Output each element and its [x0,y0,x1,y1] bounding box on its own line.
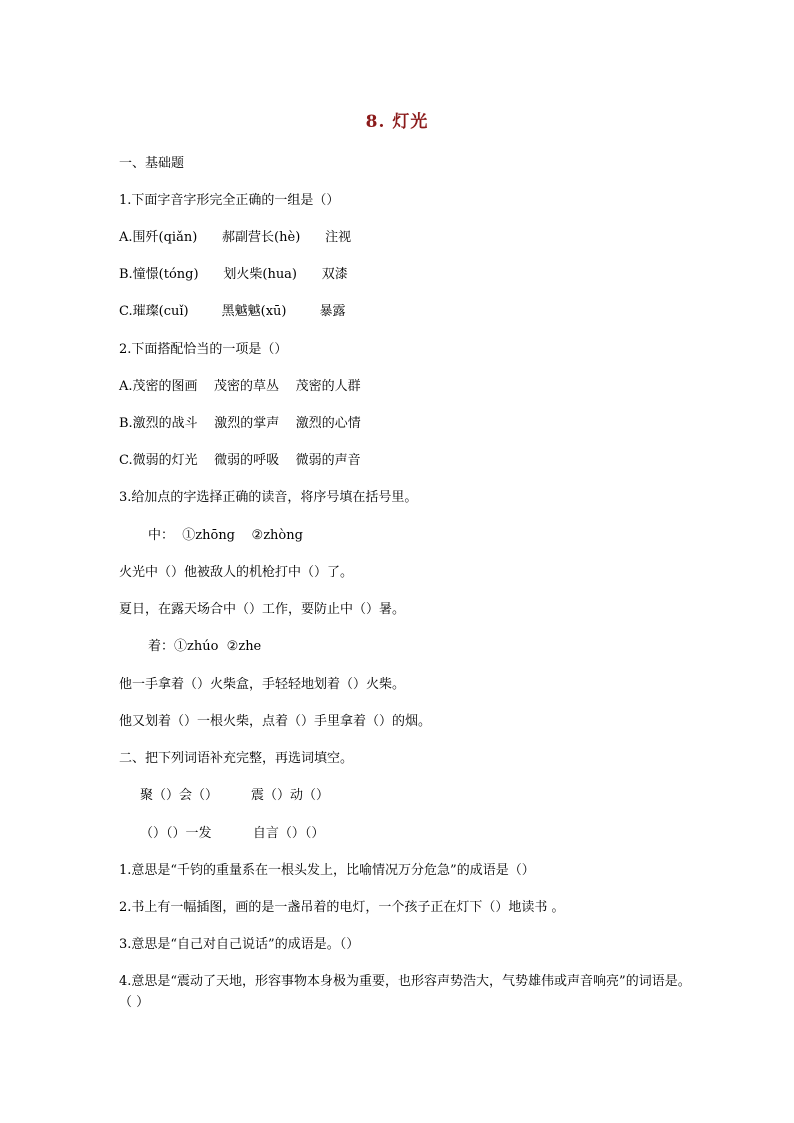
question-2: 2.下面搭配恰当的一项是（） [119,342,288,357]
word-blanks-row-2: （）（）一发 自言（）（） [140,826,325,841]
fill-question-2: 2.书上有一幅插图，画的是一盏吊着的电灯，一个孩子正在灯下（）地读书 。 [119,900,565,915]
question-2-option-b: B.激烈的战斗 激烈的掌声 激烈的心情 [119,416,361,431]
question-1: 1.下面字音字形完全正确的一组是（） [119,193,340,208]
fill-question-3: 3.意思是“自己对自己说话”的成语是。（） [119,937,360,952]
reading-zhong: 中： ①zhōng ②zhòng [148,528,303,543]
fill-question-1: 1.意思是“千钧的重量系在一根头发上，比喻情况万分危急”的成语是（） [119,863,535,878]
question-2-option-a: A.茂密的图画 茂密的草丛 茂密的人群 [119,379,361,394]
section-heading-words: 二、把下列词语补充完整，再选词填空。 [119,751,354,766]
fill-question-4: 4.意思是“震动了天地，形容事物本身极为重要，也形容声势浩大，气势雄伟或声音响亮”的词语是。（ ） [119,974,691,1010]
section-heading-basics: 一、基础题 [119,156,185,171]
sentence-zhong-1: 火光中（）他被敌人的机枪打中（）了。 [119,565,354,580]
word-blanks-row-1: 聚（）会（） 震（）动（） [140,788,330,803]
sentence-zhe-1: 他一手拿着（）火柴盒，手轻轻地划着（）火柴。 [119,677,406,692]
question-1-option-a: A.围歼(qiǎn) 郝副营长(hè) 注视 [119,230,352,245]
question-1-option-c: C.璀璨(cuǐ) 黑魆魆(xū) 暴露 [119,304,346,319]
document-title: 8. 灯光 [365,112,429,132]
sentence-zhong-2: 夏日，在露天场合中（）工作，要防止中（）暑。 [119,602,406,617]
reading-zhe: 着：①zhúo ②zhe [148,639,262,654]
question-1-option-b: B.憧憬(tóng) 划火柴(hua) 双漆 [119,267,348,282]
sentence-zhe-2: 他又划着（）一根火柴，点着（）手里拿着（）的烟。 [119,714,432,729]
question-2-option-c: C.微弱的灯光 微弱的呼吸 微弱的声音 [119,453,361,468]
question-3: 3.给加点的字选择正确的读音，将序号填在括号里。 [119,490,418,505]
